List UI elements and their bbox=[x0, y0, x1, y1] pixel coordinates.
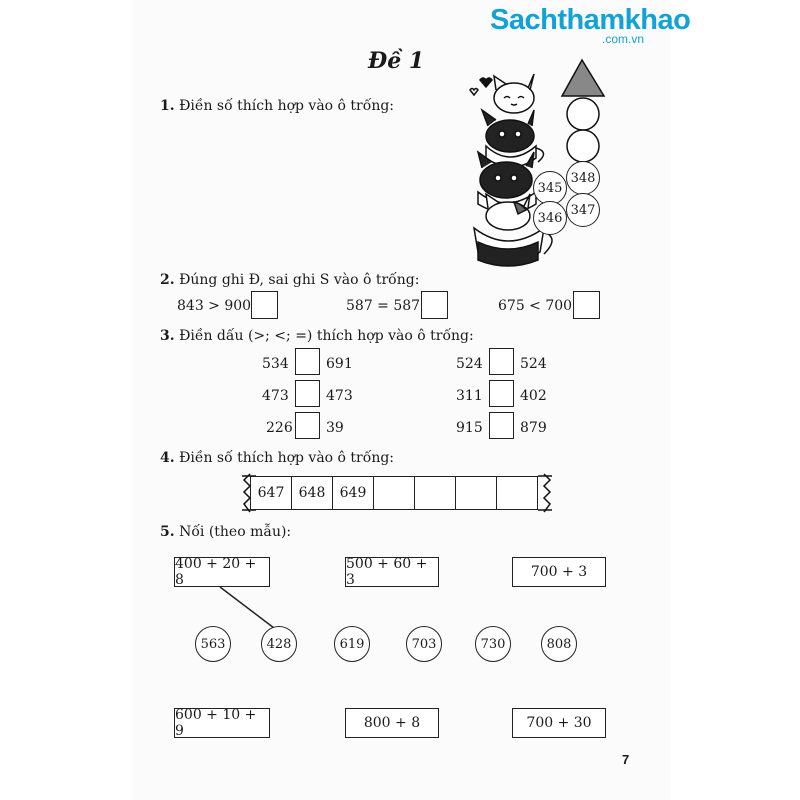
strip-torn-right-edge bbox=[538, 472, 558, 514]
tower-circle-346: 346 bbox=[533, 201, 567, 235]
q4-cell-2: 648 bbox=[291, 476, 333, 510]
q3-sign-box-left-1[interactable] bbox=[295, 348, 320, 375]
q3-sign-box-right-3[interactable] bbox=[489, 412, 514, 439]
q5-number-703[interactable]: 703 bbox=[406, 626, 442, 662]
page-number: 7 bbox=[622, 752, 630, 767]
q2-item-3: 675 < 700 bbox=[498, 298, 573, 314]
q5-top-expr-1[interactable]: 400 + 20 + 8 bbox=[174, 557, 270, 587]
q4-cell-5[interactable] bbox=[414, 476, 456, 510]
q3-right-2-a: 311 bbox=[456, 388, 483, 404]
q3-left-2-a: 473 bbox=[262, 388, 289, 404]
question-4-text: Điền số thích hợp vào ô trống: bbox=[179, 450, 395, 466]
q4-cell-4[interactable] bbox=[373, 476, 415, 510]
q4-cell-1: 647 bbox=[250, 476, 292, 510]
q2-item-1: 843 > 900 bbox=[177, 298, 252, 314]
q3-left-1-b: 691 bbox=[326, 356, 353, 372]
q2-answer-box-2[interactable] bbox=[421, 291, 448, 319]
question-5-number: 5. bbox=[160, 524, 175, 540]
question-4 bbox=[160, 450, 394, 466]
triangle-roof-icon bbox=[562, 60, 604, 96]
q5-number-428[interactable]: 428 bbox=[261, 626, 297, 662]
q5-top-expr-3[interactable]: 700 + 3 bbox=[512, 557, 606, 587]
tower-circle-347: 347 bbox=[566, 193, 600, 227]
q5-number-619[interactable]: 619 bbox=[334, 626, 370, 662]
question-2 bbox=[160, 272, 419, 288]
question-3-text: Điền dấu (>; <; =) thích hợp vào ô trống: bbox=[179, 328, 474, 344]
question-1-text: Điền số thích hợp vào ô trống: bbox=[179, 98, 395, 114]
tower-circle-empty-2 bbox=[567, 130, 599, 162]
question-4-number: 4. bbox=[160, 450, 175, 466]
question-1 bbox=[160, 98, 394, 114]
q3-right-3-b: 879 bbox=[520, 420, 547, 436]
q5-number-808[interactable]: 808 bbox=[541, 626, 577, 662]
q4-cell-3: 649 bbox=[332, 476, 374, 510]
brand-logo: Sachthamkhao bbox=[490, 4, 691, 36]
question-5 bbox=[160, 524, 291, 540]
q3-sign-box-right-2[interactable] bbox=[489, 380, 514, 407]
question-5-text: Nối (theo mẫu): bbox=[179, 524, 292, 540]
q3-right-3-a: 915 bbox=[456, 420, 483, 436]
question-2-text: Đúng ghi Đ, sai ghi S vào ô trống: bbox=[179, 272, 420, 288]
question-3-number: 3. bbox=[160, 328, 175, 344]
q3-sign-box-left-3[interactable] bbox=[295, 412, 320, 439]
tower-circle-empty-1 bbox=[567, 98, 599, 130]
q4-cell-7[interactable] bbox=[496, 476, 538, 510]
q3-right-2-b: 402 bbox=[520, 388, 547, 404]
tower-circle-348: 348 bbox=[566, 161, 600, 195]
q5-top-expr-2[interactable]: 500 + 60 + 3 bbox=[345, 557, 439, 587]
q5-bottom-expr-2[interactable]: 800 + 8 bbox=[345, 708, 439, 738]
q3-left-2-b: 473 bbox=[326, 388, 353, 404]
q2-answer-box-1[interactable] bbox=[251, 291, 278, 319]
tower-circle-345: 345 bbox=[533, 171, 567, 205]
brand-domain: .com.vn bbox=[602, 32, 645, 46]
question-1-number: 1. bbox=[160, 98, 175, 114]
q5-bottom-expr-3[interactable]: 700 + 30 bbox=[512, 708, 606, 738]
q3-left-1-a: 534 bbox=[262, 356, 289, 372]
page-title: Đề 1 bbox=[368, 48, 425, 74]
q3-right-1-b: 524 bbox=[520, 356, 547, 372]
q2-item-2: 587 = 587 bbox=[346, 298, 421, 314]
q2-answer-box-3[interactable] bbox=[573, 291, 600, 319]
question-2-number: 2. bbox=[160, 272, 175, 288]
q5-number-563[interactable]: 563 bbox=[195, 626, 231, 662]
question-3 bbox=[160, 328, 474, 344]
q4-cell-6[interactable] bbox=[455, 476, 497, 510]
q3-sign-box-right-1[interactable] bbox=[489, 348, 514, 375]
q3-sign-box-left-2[interactable] bbox=[295, 380, 320, 407]
q3-right-1-a: 524 bbox=[456, 356, 483, 372]
q3-left-3-b: 39 bbox=[326, 420, 344, 436]
q5-bottom-expr-1[interactable]: 600 + 10 + 9 bbox=[174, 708, 270, 738]
q3-left-3-a: 226 bbox=[266, 420, 293, 436]
q5-number-730[interactable]: 730 bbox=[475, 626, 511, 662]
